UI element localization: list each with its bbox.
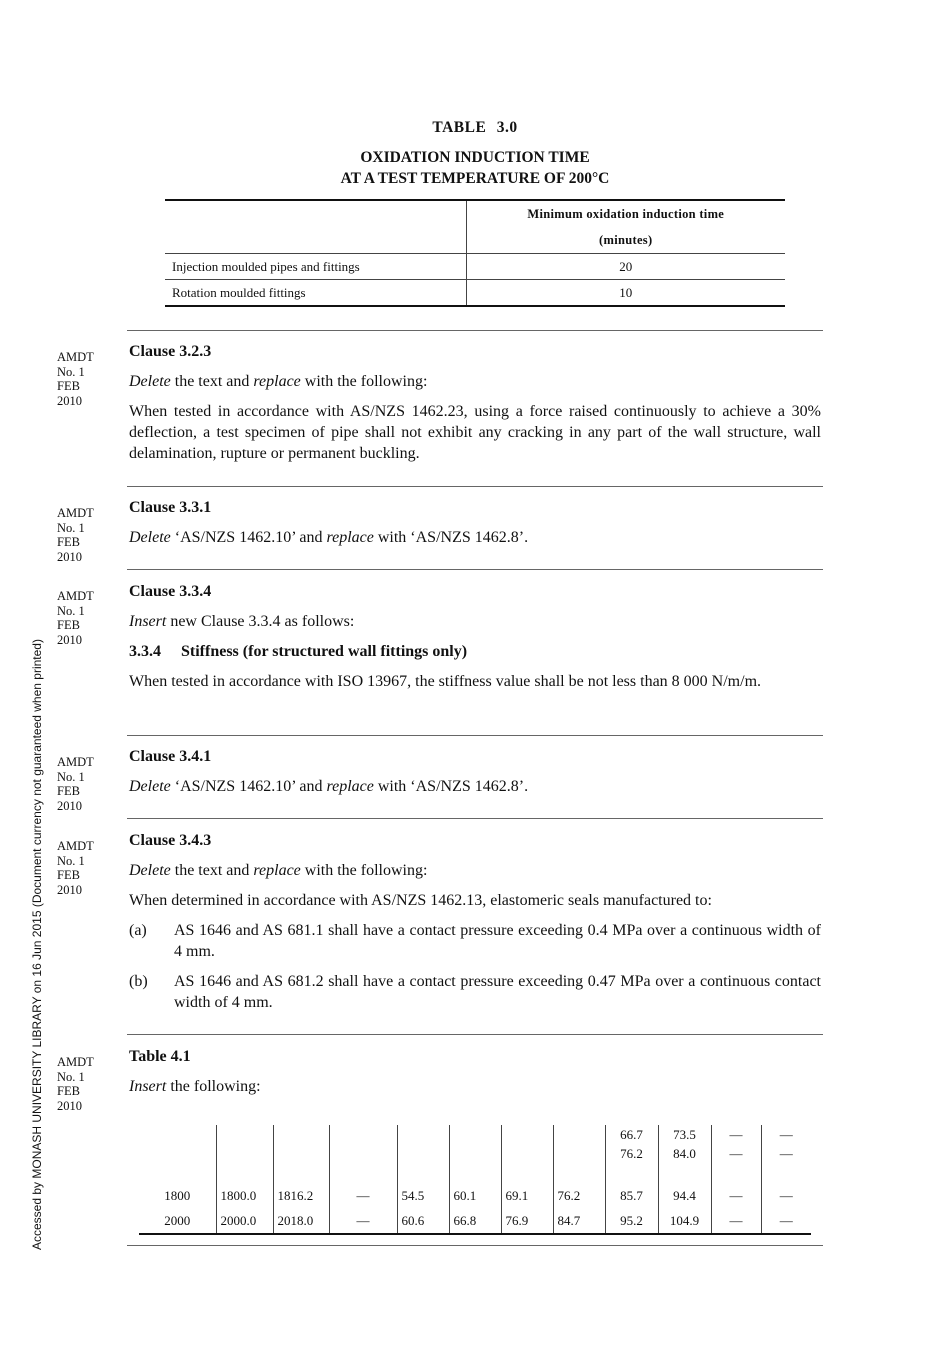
instruction-verb: Delete	[129, 373, 171, 390]
instruction-line	[129, 371, 821, 392]
list-item-label: (b)	[129, 973, 148, 990]
amdt-line: 2010	[57, 393, 82, 408]
table-cell	[711, 1125, 761, 1175]
instruction-text: new Clause 3.3.4 as follows:	[166, 613, 355, 630]
list-item-label: (a)	[129, 922, 147, 939]
table-cell: —	[711, 1208, 761, 1234]
clause-intro: When determined in accordance with AS/NZS 1462.13, elastomeric seals manufactured to:	[129, 892, 712, 909]
amendment-note	[57, 350, 117, 408]
amendment-note	[57, 506, 117, 564]
table-cell: 76.9	[501, 1208, 553, 1234]
header-empty-cell	[165, 200, 466, 254]
amendment-note	[57, 589, 117, 647]
section-divider	[127, 330, 823, 331]
clause-3-2-3-section	[129, 341, 821, 464]
table-cell	[273, 1125, 329, 1175]
amdt-line: No. 1	[57, 364, 85, 379]
section-divider	[127, 486, 823, 487]
table-cell: 66.8	[449, 1208, 501, 1234]
table-row	[165, 254, 785, 280]
clause-3-4-3-section	[129, 830, 821, 1022]
table-row	[139, 1125, 811, 1175]
table-cell	[397, 1125, 449, 1175]
clause-body: When tested in accordance with AS/NZS 1462.23, using a force raised continuously to achieve a 30% deflection, a test specimen of pipe shall not exhibit any cracking in any part of the wall structure, wall delamination, rupture or permanent buckling.	[129, 403, 821, 462]
cell-value: —	[779, 1127, 793, 1142]
cell-value: 84.0	[673, 1146, 696, 1161]
pipe-dimension-table	[139, 1125, 811, 1235]
table-cell	[501, 1125, 553, 1175]
instruction-line	[129, 860, 821, 881]
cell-value: —	[729, 1146, 743, 1161]
amdt-line: No. 1	[57, 769, 85, 784]
amdt-line: AMDT	[57, 1055, 94, 1069]
amdt-line: FEB	[57, 868, 80, 882]
clause-3-4-1-section	[129, 746, 821, 797]
instruction-line	[129, 776, 821, 797]
amdt-line: FEB	[57, 379, 80, 393]
table-cell: 1816.2	[273, 1175, 329, 1208]
amdt-line: AMDT	[57, 755, 94, 769]
clause-heading: Clause 3.4.3	[129, 832, 212, 849]
table-cell: 85.7	[605, 1175, 658, 1208]
clause-heading: Table 4.1	[129, 1048, 191, 1065]
instruction-text: the following:	[166, 1078, 261, 1095]
amdt-line: No. 1	[57, 603, 85, 618]
table-title-line1: OXIDATION INDUCTION TIME	[360, 149, 590, 166]
amdt-line: No. 1	[57, 520, 85, 535]
instruction-verb: replace	[253, 862, 301, 879]
instruction-text: with the following:	[300, 373, 428, 390]
table-cell	[449, 1125, 501, 1175]
instruction-text: the text and	[170, 373, 254, 390]
cell-value: 66.7	[620, 1127, 643, 1142]
instruction-text: ‘AS/NZS 1462.10’ and	[170, 529, 327, 546]
cell-value: 76.2	[620, 1146, 643, 1161]
table-row	[139, 1175, 811, 1208]
amendment-note	[57, 1055, 117, 1113]
cell-value: —	[729, 1127, 743, 1142]
instruction-line	[129, 527, 821, 548]
header-cell	[466, 200, 785, 254]
table-cell: 2000.0	[216, 1208, 273, 1234]
amdt-line: 2010	[57, 549, 82, 564]
table-label: TABLE 3.0	[432, 119, 518, 136]
table-title-line2: AT A TEST TEMPERATURE OF 200°C	[340, 170, 610, 187]
table-cell: —	[761, 1175, 811, 1208]
instruction-verb: replace	[326, 778, 374, 795]
instruction-text: with the following:	[300, 862, 428, 879]
row-value: 10	[466, 280, 785, 307]
clause-heading: Clause 3.3.4	[129, 583, 212, 600]
clause-heading: Clause 3.4.1	[129, 748, 212, 765]
list-item-text: AS 1646 and AS 681.1 shall have a contact pressure exceeding 0.4 MPa over a continuous width of 4 mm.	[174, 922, 821, 960]
table-cell	[216, 1125, 273, 1175]
table-cell: 84.7	[553, 1208, 605, 1234]
subclause-heading	[129, 641, 821, 662]
amdt-line: AMDT	[57, 589, 94, 603]
table-4-1-section	[129, 1046, 821, 1097]
table-cell: 76.2	[553, 1175, 605, 1208]
table-cell: —	[329, 1208, 397, 1234]
table-cell: —	[761, 1208, 811, 1234]
section-divider	[127, 818, 823, 819]
clause-3-3-4-section	[129, 581, 821, 692]
amdt-line: FEB	[57, 784, 80, 798]
cell-value: —	[779, 1146, 793, 1161]
oxidation-table	[165, 199, 785, 307]
row-label: Rotation moulded fittings	[165, 280, 466, 307]
table-cell: —	[329, 1175, 397, 1208]
clause-heading: Clause 3.3.1	[129, 499, 212, 516]
table-cell: 94.4	[658, 1175, 711, 1208]
table-cell: 2000	[139, 1208, 216, 1234]
amdt-line: No. 1	[57, 1069, 85, 1084]
table-cell: 1800.0	[216, 1175, 273, 1208]
instruction-text: with ‘AS/NZS 1462.8’.	[373, 778, 529, 795]
instruction-verb: Delete	[129, 529, 171, 546]
instruction-verb: Insert	[129, 1078, 167, 1095]
amendment-note	[57, 839, 117, 897]
subclause-number: 3.3.4	[129, 643, 161, 660]
table-row	[139, 1208, 811, 1234]
instruction-text: the text and	[170, 862, 254, 879]
table-cell	[761, 1125, 811, 1175]
instruction-verb: Insert	[129, 613, 167, 630]
amdt-line: 2010	[57, 632, 82, 647]
table-cell: 69.1	[501, 1175, 553, 1208]
list-item	[129, 971, 821, 1013]
section-divider	[127, 569, 823, 570]
table-cell: —	[711, 1175, 761, 1208]
amdt-line: 2010	[57, 882, 82, 897]
table-cell: 2018.0	[273, 1208, 329, 1234]
table-header-row	[165, 200, 785, 254]
instruction-verb: replace	[253, 373, 301, 390]
amdt-line: AMDT	[57, 506, 94, 520]
list-item	[129, 920, 821, 962]
row-value: 20	[466, 254, 785, 280]
amendment-note	[57, 755, 117, 813]
table-cell: 95.2	[605, 1208, 658, 1234]
instruction-verb: Delete	[129, 778, 171, 795]
amdt-line: FEB	[57, 1084, 80, 1098]
amdt-line: FEB	[57, 535, 80, 549]
clause-3-3-1-section	[129, 497, 821, 548]
section-divider	[127, 735, 823, 736]
table-cell	[605, 1125, 658, 1175]
amdt-line: FEB	[57, 618, 80, 632]
table-cell: 104.9	[658, 1208, 711, 1234]
instruction-line	[129, 611, 821, 632]
clause-heading: Clause 3.2.3	[129, 343, 212, 360]
instruction-verb: replace	[326, 529, 374, 546]
amdt-line: AMDT	[57, 350, 94, 364]
table-cell: 1800	[164, 1187, 191, 1203]
table-cell: 54.5	[397, 1175, 449, 1208]
section-divider	[127, 1245, 823, 1246]
amdt-line: AMDT	[57, 839, 94, 853]
header-line2: (minutes)	[599, 233, 653, 247]
table-cell	[658, 1125, 711, 1175]
table-cell	[553, 1125, 605, 1175]
instruction-text: with ‘AS/NZS 1462.8’.	[373, 529, 529, 546]
access-watermark: Accessed by MONASH UNIVERSITY LIBRARY on 16 Jun 2015 (Document currency not guaranteed when printed)	[30, 639, 44, 1250]
cell-value: 73.5	[673, 1127, 696, 1142]
instruction-verb: Delete	[129, 862, 171, 879]
subclause-title: Stiffness (for structured wall fittings only)	[181, 643, 468, 660]
table-cell	[329, 1125, 397, 1175]
amdt-line: 2010	[57, 798, 82, 813]
amdt-line: No. 1	[57, 853, 85, 868]
table-row	[165, 280, 785, 307]
list-item-text: AS 1646 and AS 681.2 shall have a contact pressure exceeding 0.47 MPa over a continuous contact width of 4 mm.	[174, 973, 821, 1011]
row-label: Injection moulded pipes and fittings	[165, 254, 466, 280]
amdt-line: 2010	[57, 1098, 82, 1113]
table-cell: 60.1	[449, 1175, 501, 1208]
instruction-text: ‘AS/NZS 1462.10’ and	[170, 778, 327, 795]
header-line1: Minimum oxidation induction time	[527, 207, 725, 221]
clause-body: When tested in accordance with ISO 13967, the stiffness value shall be not less than 8 000 N/m/m.	[129, 673, 762, 690]
table-cell: 60.6	[397, 1208, 449, 1234]
section-divider	[127, 1034, 823, 1035]
instruction-line	[129, 1076, 821, 1097]
table-cell	[139, 1125, 216, 1175]
